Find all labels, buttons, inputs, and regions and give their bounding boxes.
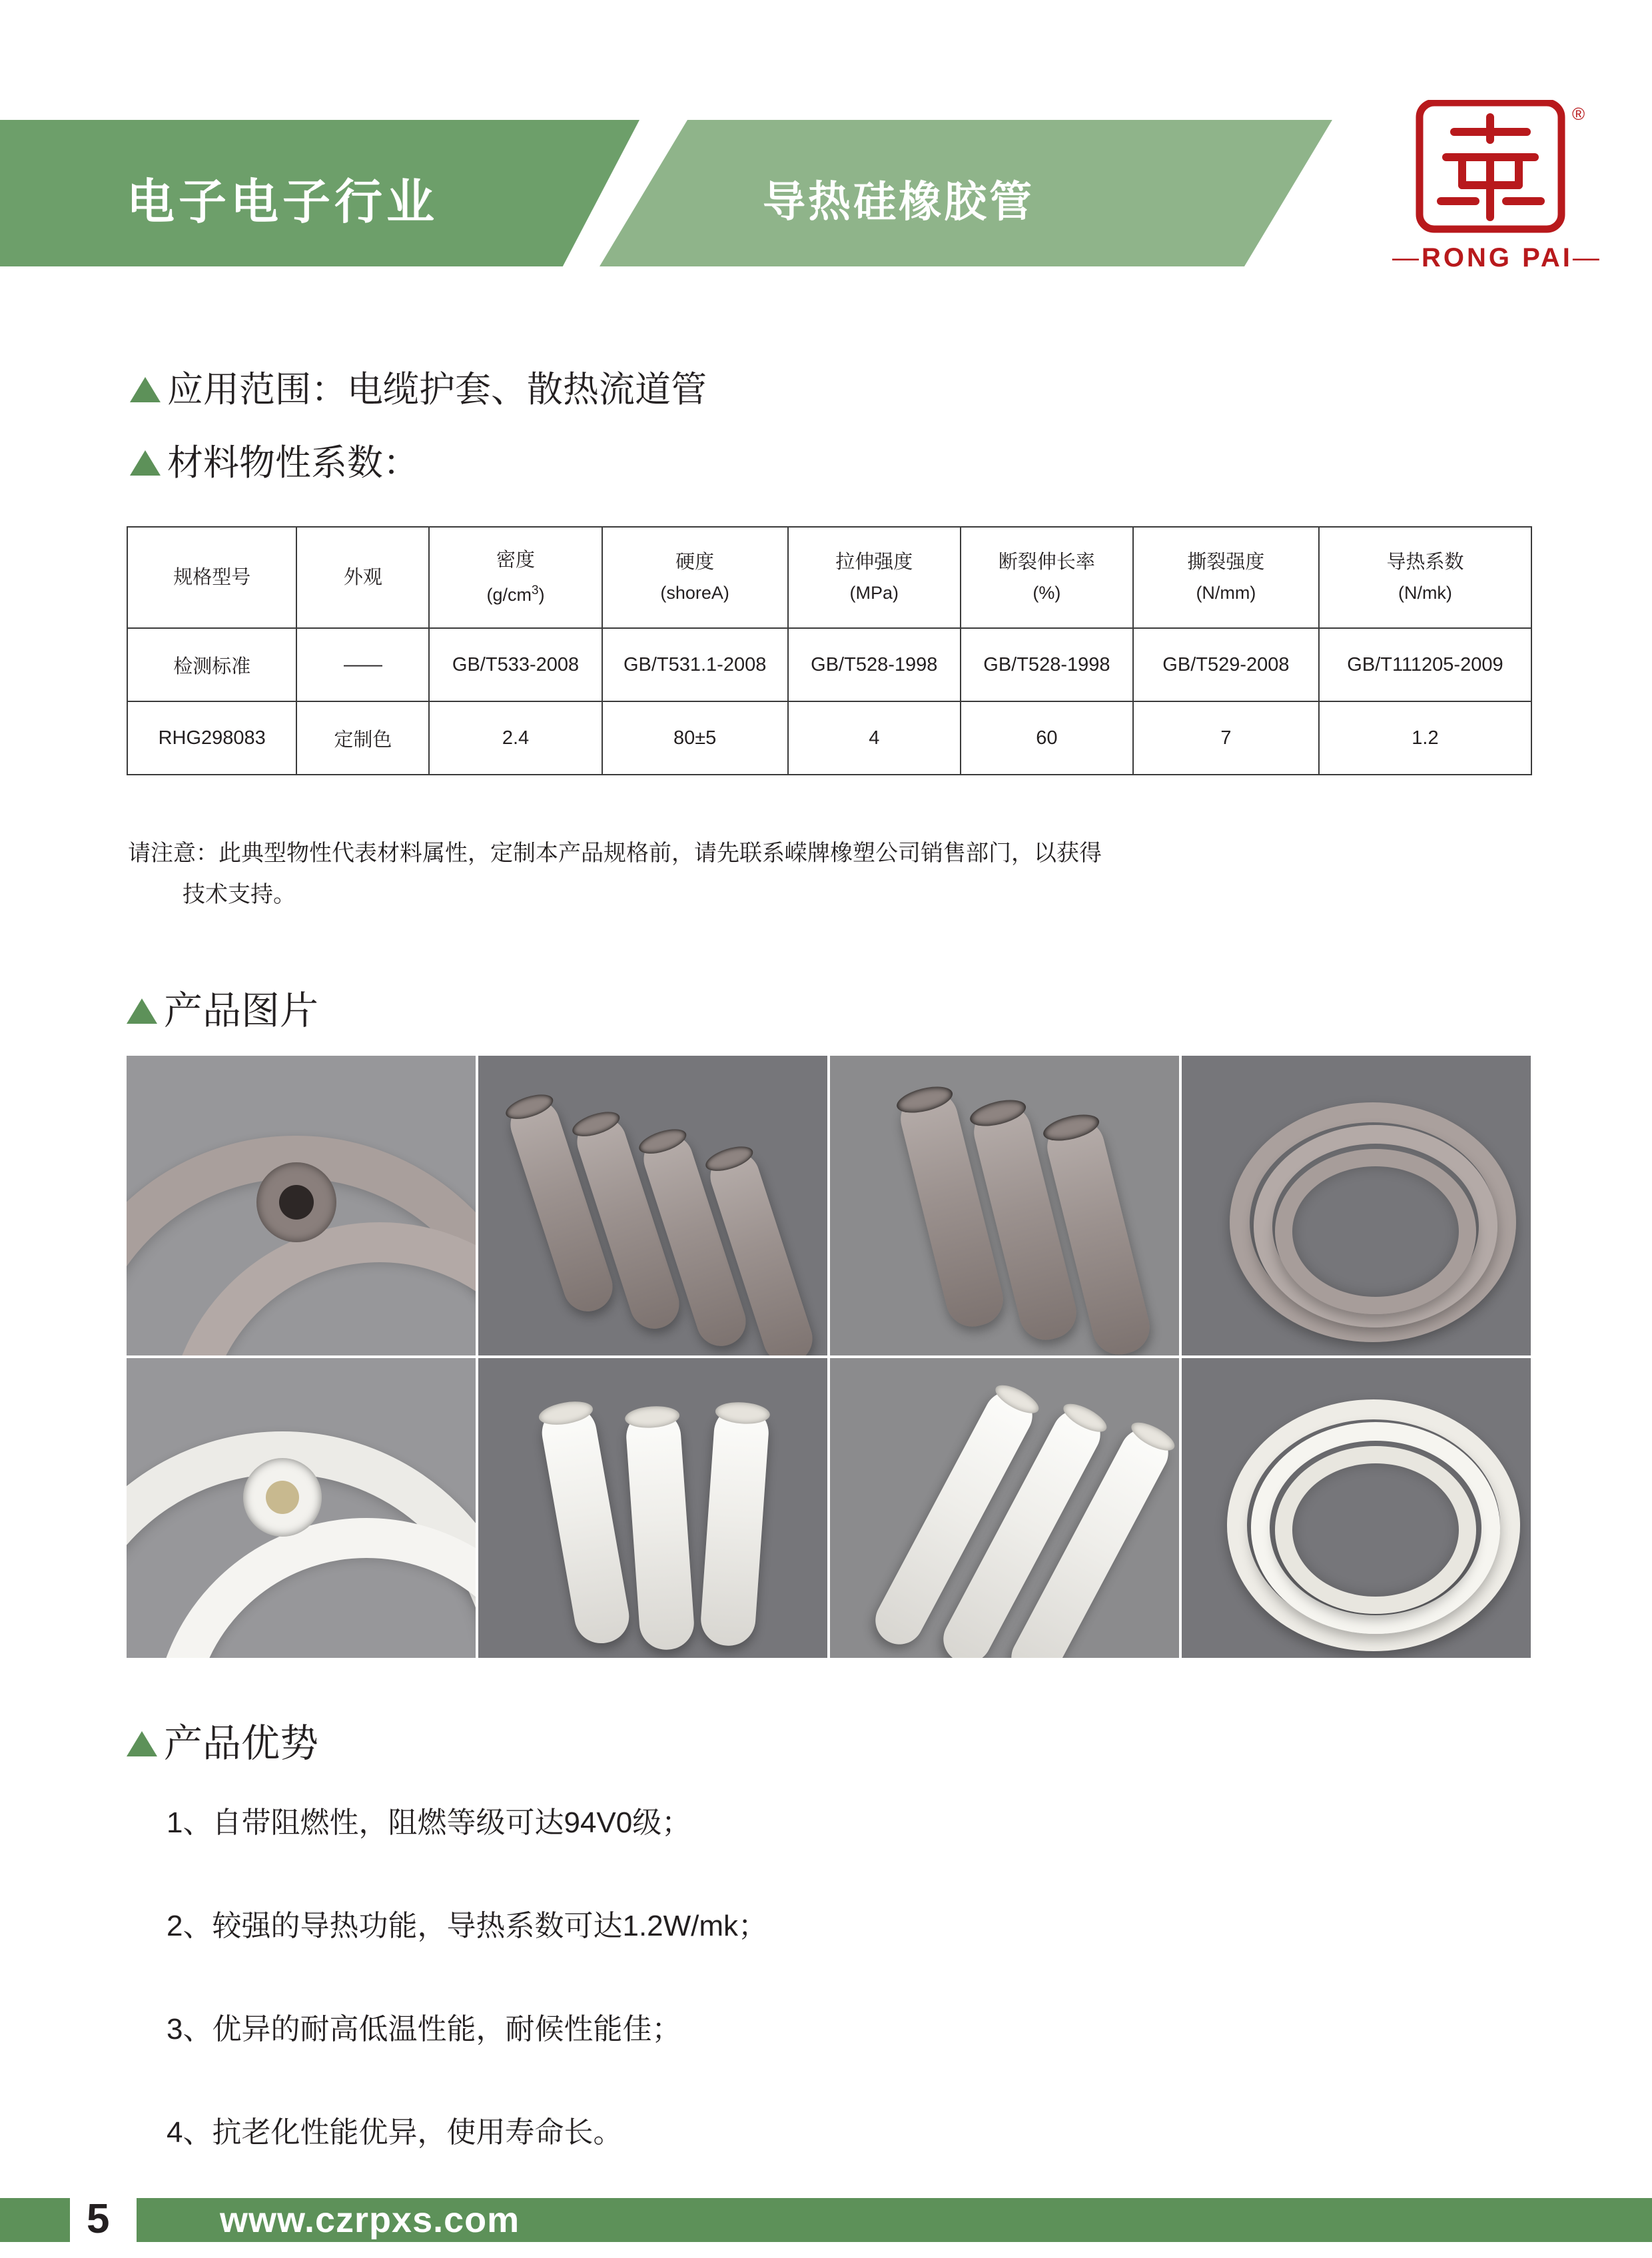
- material-properties-table: [127, 526, 1532, 775]
- table-header-cell: [296, 527, 429, 628]
- product-image-gallery: [127, 1056, 1531, 1658]
- gallery-image-1: [127, 1056, 476, 1355]
- header-unit: (N/mm): [1196, 583, 1256, 603]
- triangle-bullet-icon: [130, 377, 161, 402]
- tube-coil: [1275, 1446, 1476, 1614]
- triangle-bullet-icon: [127, 1731, 157, 1756]
- tube-end-face: [991, 1379, 1042, 1419]
- footer-website[interactable]: www.czrpxs.com: [220, 2200, 520, 2240]
- application-scope-text: 应用范围：电缆护套、散热流道管: [167, 370, 707, 410]
- header-name: 规格型号: [173, 567, 251, 588]
- tube-rod: [538, 1402, 633, 1648]
- row-cell: 80±5: [602, 701, 788, 775]
- tube-end-face: [703, 1142, 756, 1176]
- logo-brand-text: RONG PAI: [1422, 243, 1573, 272]
- header-unit: (shoreA): [660, 583, 729, 603]
- tube-end-face: [1040, 1110, 1102, 1146]
- row-cell: 4: [788, 701, 961, 775]
- table-row: [127, 701, 1531, 775]
- header-unit: (MPa): [849, 583, 899, 603]
- row-cell: ——: [296, 628, 429, 701]
- tube-end-face: [537, 1398, 594, 1429]
- tube-rod: [625, 1409, 696, 1652]
- header-unit: $(g/cm^3)$: [486, 583, 545, 605]
- gallery-image-8: [1182, 1358, 1531, 1658]
- tube-bore: [266, 1481, 299, 1514]
- row-cell: 1.2: [1319, 701, 1531, 775]
- page-number: 5: [87, 2196, 110, 2242]
- header-name: 导热系数: [1386, 552, 1464, 573]
- tube-end-face: [967, 1095, 1029, 1131]
- gallery-image-3: [830, 1056, 1179, 1355]
- table-note: [128, 833, 1540, 915]
- row-label: RHG298083: [127, 701, 296, 775]
- logo-seal-icon: [1416, 100, 1565, 233]
- gallery-image-4: [1182, 1056, 1531, 1355]
- header-name: 断裂伸长率: [998, 552, 1095, 573]
- table-header-cell: [602, 527, 788, 628]
- tube-rod: [699, 1405, 771, 1648]
- header-unit: (%): [1032, 583, 1061, 603]
- row-cell: GB/T528-1998: [961, 628, 1133, 701]
- tube-end-face: [570, 1107, 623, 1141]
- table-header-cell: [1133, 527, 1319, 628]
- tube-end-face: [1127, 1417, 1178, 1456]
- header-name: 外观: [343, 567, 382, 588]
- table-header-cell: [429, 527, 602, 628]
- note-line-2: 技术支持。: [183, 882, 296, 907]
- header-industry-label: 电子电子行业: [127, 176, 439, 229]
- gallery-image-5: [127, 1358, 476, 1658]
- header-name: 密度: [496, 550, 536, 571]
- registered-trademark-icon: ®: [1572, 104, 1585, 124]
- logo-brand-name: [1392, 243, 1602, 273]
- table-row: [127, 628, 1531, 701]
- row-cell: GB/T529-2008: [1133, 628, 1319, 701]
- gallery-image-6: [478, 1358, 827, 1658]
- application-scope-heading: [130, 361, 707, 412]
- tube-end-face: [243, 1458, 322, 1537]
- tube-end-face: [503, 1090, 556, 1124]
- tube-end-face: [256, 1162, 336, 1242]
- header-name: 拉伸强度: [835, 552, 913, 573]
- table-header-cell: [1319, 527, 1531, 628]
- triangle-bullet-icon: [130, 450, 161, 476]
- product-advantages-text: 产品优势: [164, 1722, 319, 1765]
- tube-end-face: [636, 1124, 689, 1158]
- table-header-row: [127, 527, 1531, 628]
- row-cell: GB/T528-1998: [788, 628, 961, 701]
- product-advantages-heading: [127, 1712, 318, 1768]
- triangle-bullet-icon: [127, 998, 157, 1024]
- row-cell: GB/T111205-2009: [1319, 628, 1531, 701]
- gallery-image-7: [830, 1358, 1179, 1658]
- logo-dash-left: —: [1392, 243, 1422, 272]
- note-line-1: 请注意：此典型物性代表材料属性，定制本产品规格前，请先联系嵘牌橡塑公司销售部门，以获得: [128, 841, 1102, 866]
- header-name: 撕裂强度: [1187, 552, 1265, 573]
- tube-end-face: [1059, 1398, 1110, 1437]
- page-header: [0, 0, 1652, 286]
- table-header-cell: [127, 527, 296, 628]
- tube-bore: [279, 1185, 314, 1220]
- logo-dash-right: —: [1572, 243, 1602, 272]
- product-images-text: 产品图片: [164, 989, 319, 1032]
- advantage-item: 1、自带阻燃性，阻燃等级可达94V0级；: [167, 1806, 691, 1839]
- row-cell: GB/T533-2008: [429, 628, 602, 701]
- tube-end-face: [894, 1082, 955, 1118]
- product-images-heading: [127, 979, 318, 1035]
- header-name: 硬度: [675, 552, 715, 573]
- row-cell: 60: [961, 701, 1133, 775]
- gallery-image-2: [478, 1056, 827, 1355]
- tube-end-face: [715, 1401, 771, 1426]
- material-coefficient-text: 材料物性系数：: [167, 443, 419, 483]
- row-label: 检测标准: [127, 628, 296, 701]
- row-cell: 定制色: [296, 701, 429, 775]
- row-cell: GB/T531.1-2008: [602, 628, 788, 701]
- footer-accent-left: [0, 2198, 70, 2242]
- header-product-label: 导热硅橡胶管: [763, 178, 1034, 226]
- advantage-item: 3、优异的耐高低温性能，耐候性能佳；: [167, 2013, 681, 2046]
- company-logo: [1392, 100, 1602, 300]
- advantage-item: 2、较强的导热功能，导热系数可达1.2W/mk；: [167, 1910, 768, 1942]
- header-unit: (N/mk): [1398, 583, 1452, 603]
- material-coefficient-heading: [130, 434, 419, 486]
- tube-end-face: [624, 1405, 680, 1430]
- row-cell: 2.4: [429, 701, 602, 775]
- table-header-cell: [961, 527, 1133, 628]
- table-header-cell: [788, 527, 961, 628]
- advantage-item: 4、抗老化性能优异，使用寿命长。: [167, 2116, 623, 2149]
- tube-coil: [1275, 1149, 1476, 1314]
- row-cell: 7: [1133, 701, 1319, 775]
- page-footer: [0, 2198, 1652, 2242]
